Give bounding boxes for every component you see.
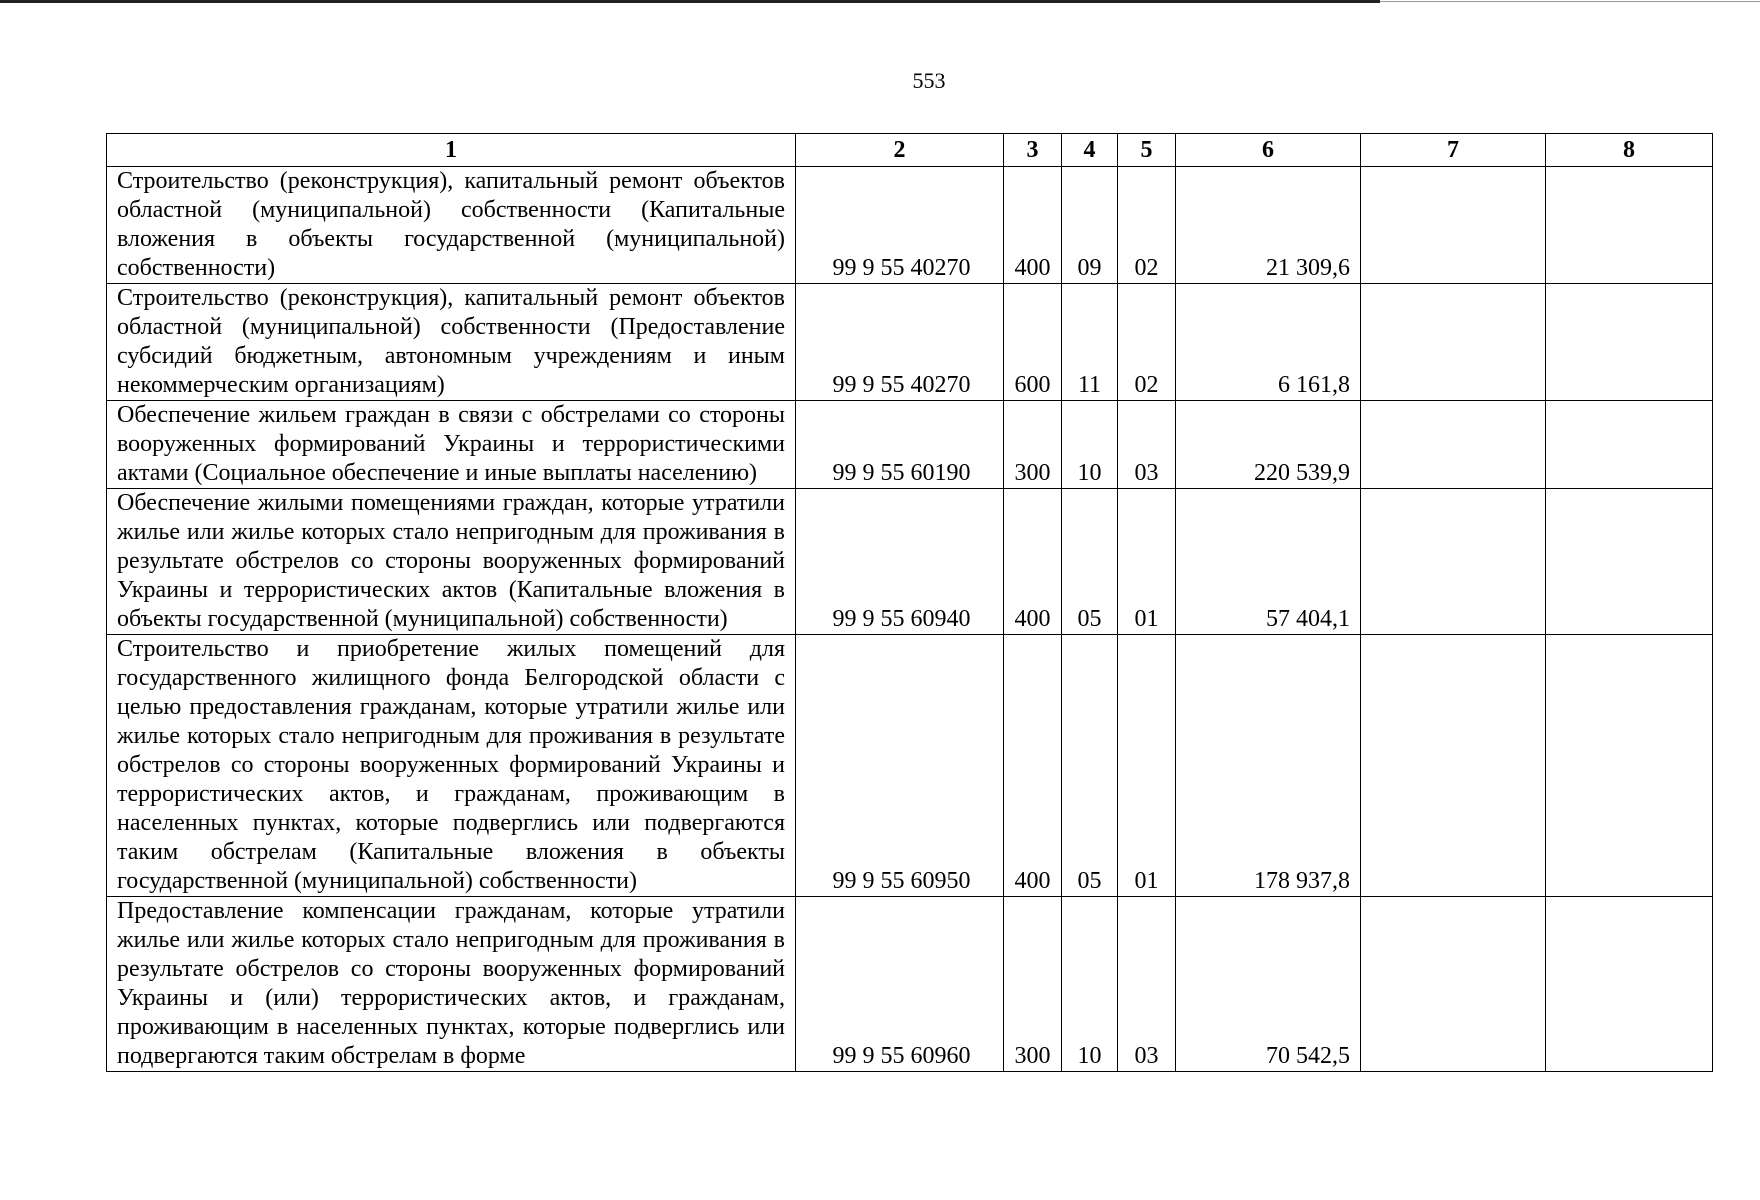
row-col4: 05 (1062, 635, 1118, 897)
table-row (107, 635, 1713, 897)
row-col7 (1361, 284, 1546, 401)
row-col3: 300 (1004, 897, 1062, 1072)
row-col5: 01 (1118, 489, 1176, 635)
row-amount: 57 404,1 (1176, 489, 1361, 635)
row-col8 (1546, 635, 1713, 897)
column-header: 8 (1546, 134, 1713, 167)
row-description: Обеспечение жильем граждан в связи с обстрелами со стороны вооруженных формирований Украины и террористическими актами (Социальное обеспечение и иные выплаты населению) (107, 401, 796, 489)
table-row (107, 489, 1713, 635)
row-description: Строительство и приобретение жилых помещений для государственного жилищного фонда Белгородской области с целью предоставления гражданам, которые утратили жилье или жилье которых стало непригодным для проживания в результате обстрелов со стороны вооруженных формирований Украины и террористических актов, и гражданам, проживающим в населенных пунктах, которые подверглись или подвергаются таким обстрелам (Капитальные вложения в объекты государственной (муниципальной) собственности) (107, 635, 796, 897)
row-description: Строительство (реконструкция), капитальный ремонт объектов областной (муниципальной) собственности (Предоставление субсидий бюджетным, автономным учреждениям и иным некоммерческим организациям) (107, 284, 796, 401)
row-col8 (1546, 897, 1713, 1072)
row-col4: 10 (1062, 897, 1118, 1072)
row-col5: 03 (1118, 401, 1176, 489)
row-amount: 21 309,6 (1176, 167, 1361, 284)
row-col4: 11 (1062, 284, 1118, 401)
row-description: Строительство (реконструкция), капитальный ремонт объектов областной (муниципальной) собственности (Капитальные вложения в объекты государственной (муниципальной) собственности) (107, 167, 796, 284)
row-col3: 600 (1004, 284, 1062, 401)
row-description: Обеспечение жилыми помещениями граждан, которые утратили жилье или жилье которых стало непригодным для проживания в результате обстрелов со стороны вооруженных формирований Украины и террористических актов (Капитальные вложения в объекты государственной (муниципальной) собственности) (107, 489, 796, 635)
column-header: 5 (1118, 134, 1176, 167)
row-col5: 03 (1118, 897, 1176, 1072)
row-code: 99 9 55 40270 (796, 284, 1004, 401)
row-col7 (1361, 489, 1546, 635)
row-amount: 178 937,8 (1176, 635, 1361, 897)
column-header: 3 (1004, 134, 1062, 167)
top-rule-thin (1380, 1, 1760, 2)
row-col5: 01 (1118, 635, 1176, 897)
row-col5: 02 (1118, 284, 1176, 401)
row-col3: 300 (1004, 401, 1062, 489)
row-amount: 6 161,8 (1176, 284, 1361, 401)
row-col8 (1546, 489, 1713, 635)
row-code: 99 9 55 60950 (796, 635, 1004, 897)
row-col8 (1546, 167, 1713, 284)
row-col5: 02 (1118, 167, 1176, 284)
row-col4: 05 (1062, 489, 1118, 635)
row-code: 99 9 55 60940 (796, 489, 1004, 635)
row-description: Предоставление компенсации гражданам, которые утратили жилье или жилье которых стало непригодным для проживания в результате обстрелов со стороны вооруженных формирований Украины и (или) террористических актов, и гражданам, проживающим в населенных пунктах, которые подверглись или подвергаются таким обстрелам в форме (107, 897, 796, 1072)
row-col4: 10 (1062, 401, 1118, 489)
row-col7 (1361, 897, 1546, 1072)
row-col8 (1546, 401, 1713, 489)
table-row (107, 401, 1713, 489)
table-row (107, 284, 1713, 401)
row-col7 (1361, 167, 1546, 284)
column-header: 7 (1361, 134, 1546, 167)
row-code: 99 9 55 40270 (796, 167, 1004, 284)
row-col3: 400 (1004, 489, 1062, 635)
column-header: 4 (1062, 134, 1118, 167)
row-code: 99 9 55 60190 (796, 401, 1004, 489)
table-row (107, 167, 1713, 284)
header-row (107, 134, 1713, 167)
column-header: 1 (107, 134, 796, 167)
row-col4: 09 (1062, 167, 1118, 284)
row-amount: 70 542,5 (1176, 897, 1361, 1072)
row-code: 99 9 55 60960 (796, 897, 1004, 1072)
row-col7 (1361, 635, 1546, 897)
table-row (107, 897, 1713, 1072)
budget-table (106, 133, 1713, 1072)
page-number: 553 (912, 68, 946, 93)
column-header: 6 (1176, 134, 1361, 167)
row-col3: 400 (1004, 635, 1062, 897)
row-col8 (1546, 284, 1713, 401)
row-col3: 400 (1004, 167, 1062, 284)
column-header: 2 (796, 134, 1004, 167)
top-rule (0, 0, 1380, 3)
row-amount: 220 539,9 (1176, 401, 1361, 489)
row-col7 (1361, 401, 1546, 489)
